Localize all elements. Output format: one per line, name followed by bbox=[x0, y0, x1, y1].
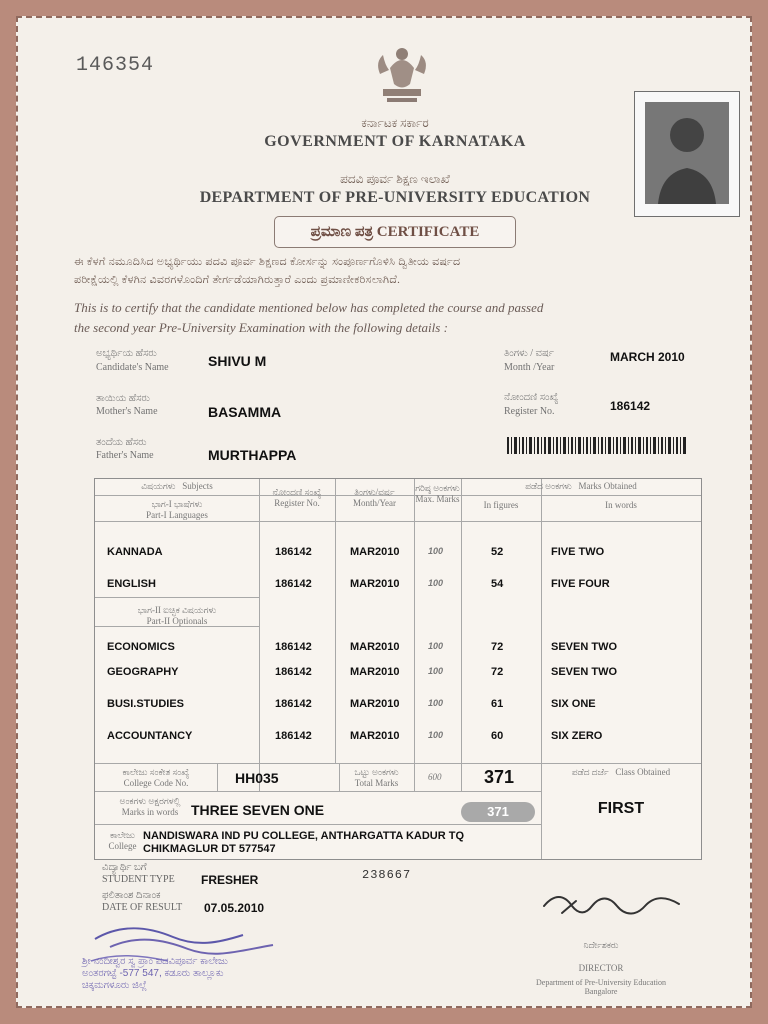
table-row bbox=[95, 666, 701, 688]
college-code-label: ಕಾಲೇಜು ಸಂಕೇತ ಸಂಖ್ಯೆ College Code No. bbox=[122, 767, 190, 788]
month-year-value: MARCH 2010 bbox=[610, 350, 685, 364]
month-year-cell: MAR2010 bbox=[350, 698, 400, 710]
max-marks-cell: 100 bbox=[428, 666, 444, 676]
mother-name: BASAMMA bbox=[208, 404, 282, 420]
marks-cell: 61 bbox=[491, 698, 504, 710]
college-line-1: NANDISWARA IND PU COLLEGE, ANTHARGATTA KADUR TQ bbox=[143, 830, 465, 842]
marks-words-cell: FIVE TWO bbox=[551, 546, 605, 558]
kannada-intro-line-2: ಪರೀಕ್ಷೆಯಲ್ಲಿ ಕೆಳಗಿನ ವಿವರಗಳೊಂದಿಗೆ ತೇರ್ಗಡೆಯಾಗಿರುತ್ತಾರೆ ಎಂದು ಪ್ರಮಾಣೀಕರಿಸಲಾಗಿದೆ. bbox=[74, 274, 401, 286]
director-subtitle: Department of Pre-University Education Bangalore bbox=[536, 978, 666, 996]
marks-cell: 52 bbox=[491, 546, 504, 558]
month-year-cell: MAR2010 bbox=[350, 666, 400, 678]
date-label: DATE OF RESULT bbox=[102, 902, 183, 913]
max-marks-cell: 100 bbox=[428, 578, 444, 588]
register-header: ನೋಂದಣಿ ಸಂಖ್ಯೆ Register No. bbox=[272, 487, 322, 508]
marks-in-words-header: In words bbox=[605, 500, 637, 510]
emblem-icon bbox=[367, 40, 437, 106]
marks-table bbox=[94, 478, 702, 860]
candidate-name: SHIVU M bbox=[208, 353, 267, 369]
student-type-label: STUDENT TYPE bbox=[102, 874, 175, 885]
certify-line-2: the second year Pre-University Examination with the following details : bbox=[74, 320, 448, 335]
marks-cell: 72 bbox=[491, 641, 504, 653]
class-obtained: FIRST bbox=[597, 800, 645, 817]
marks-obtained-header: ಪಡೆದ ಅಂಕಗಳು Marks Obtained bbox=[525, 481, 637, 491]
director-kannada: ನಿರ್ದೇಶಕರು bbox=[583, 940, 619, 950]
document-number: 238667 bbox=[362, 868, 412, 882]
father-label-kannada: ತಂದೆಯ ಹೆಸರು bbox=[96, 437, 147, 448]
subject-name: ENGLISH bbox=[107, 578, 156, 590]
result-date: 07.05.2010 bbox=[204, 901, 265, 915]
max-marks-cell: 100 bbox=[428, 730, 444, 740]
mother-label-kannada: ತಾಯಿಯ ಹೆಸರು bbox=[96, 393, 150, 404]
register-number-cell: 186142 bbox=[275, 546, 312, 558]
register-number-cell: 186142 bbox=[275, 698, 312, 710]
candidate-label: Candidate's Name bbox=[96, 362, 169, 373]
marks-in-words-label: ಅಂಕಗಳು ಅಕ್ಷರಗಳಲ್ಲಿ Marks in words bbox=[119, 796, 181, 817]
month-year-label-kannada: ತಿಂಗಳು / ವರ್ಷ bbox=[504, 348, 554, 359]
total-label: ಒಟ್ಟು ಅಂಕಗಳು Total Marks bbox=[354, 767, 399, 788]
register-number-cell: 186142 bbox=[275, 730, 312, 742]
seal-line-3: ಚಿಕ್ಕಮಗಳೂರು ಜಿಲ್ಲೆ bbox=[82, 980, 147, 991]
government-kannada: ಕರ್ನಾಟಕ ಸರ್ಕಾರ bbox=[361, 116, 429, 130]
marks-cell: 72 bbox=[491, 666, 504, 678]
max-marks-cell: 100 bbox=[428, 641, 444, 651]
register-number-cell: 186142 bbox=[275, 641, 312, 653]
register-label: Register No. bbox=[504, 406, 555, 417]
monthyear-header: ತಿಂಗಳು/ವರ್ಷ Month/Year bbox=[352, 487, 397, 508]
mother-label: Mother's Name bbox=[96, 406, 158, 417]
subject-name: ECONOMICS bbox=[107, 641, 175, 653]
table-row bbox=[95, 641, 701, 663]
register-number-cell: 186142 bbox=[275, 578, 312, 590]
month-year-label: Month /Year bbox=[504, 362, 555, 373]
college-code: HH035 bbox=[235, 770, 279, 786]
total-marks: 371 bbox=[484, 767, 515, 787]
marks-words-cell: SIX ONE bbox=[551, 698, 596, 710]
class-label: ಪಡೆದ ದರ್ಜೆ Class Obtained bbox=[571, 767, 671, 777]
marks-in-figures-header: In figures bbox=[483, 500, 519, 510]
max-marks-header: ಗರಿಷ್ಠ ಅಂಕಗಳು Max. Marks bbox=[415, 483, 460, 504]
month-year-cell: MAR2010 bbox=[350, 578, 400, 590]
table-row bbox=[95, 698, 701, 720]
marks-in-words: THREE SEVEN ONE bbox=[191, 802, 325, 818]
director-title: DIRECTOR bbox=[578, 963, 624, 973]
marks-cell: 54 bbox=[491, 578, 504, 590]
candidate-label-kannada: ಅಭ್ಯರ್ಥಿಯ ಹೆಸರು bbox=[96, 348, 157, 359]
part1-header: ಭಾಗ-I ಭಾಷೆಗಳು Part-I Languages bbox=[146, 499, 208, 520]
subjects-header: ವಿಷಯಗಳು Subjects bbox=[141, 481, 213, 491]
month-year-cell: MAR2010 bbox=[350, 546, 400, 558]
month-year-cell: MAR2010 bbox=[350, 730, 400, 742]
subject-name: BUSI.STUDIES bbox=[107, 698, 185, 710]
college-label: ಕಾಲೇಜು College bbox=[108, 830, 137, 851]
date-label-kannada: ಫಲಿತಾಂಶ ದಿನಾಂಕ bbox=[102, 890, 161, 901]
government-title: GOVERNMENT OF KARNATAKA bbox=[264, 133, 526, 150]
part2-label: ಭಾಗ-II ಐಚ್ಛಿಕ ವಿಷಯಗಳು Part-II Optionals bbox=[137, 605, 217, 626]
kannada-intro-line-1: ಈ ಕೆಳಗೆ ನಮೂದಿಸಿದ ಅಭ್ಯರ್ಥಿಯು ಪದವಿ ಪೂರ್ವ ಶಿಕ್ಷಣದ ಕೋರ್ಸನ್ನು ಸಂಪೂರ್ಣಗೊಳಿಸಿ ದ್ವಿತೀಯ ವರ್ಷದ bbox=[74, 256, 461, 268]
certify-line-1: This is to certify that the candidate mentioned below has completed the course and passed bbox=[74, 300, 544, 315]
table-row bbox=[95, 578, 701, 600]
certificate-title: ಪ್ರಮಾಣ ಪತ್ರ CERTIFICATE bbox=[274, 216, 516, 248]
college-line-2: CHIKMAGLUR DT 577547 bbox=[143, 843, 276, 855]
barcode-icon bbox=[507, 437, 687, 454]
subject-name: KANNADA bbox=[107, 546, 163, 558]
student-type: FRESHER bbox=[201, 873, 259, 887]
table-row bbox=[95, 546, 701, 568]
director-signature-icon bbox=[534, 884, 694, 924]
table-row bbox=[95, 730, 701, 752]
college-seal-text bbox=[82, 956, 228, 992]
marks-words-cell: SEVEN TWO bbox=[551, 641, 618, 653]
marks-words-cell: SEVEN TWO bbox=[551, 666, 618, 678]
serial-number: 146354 bbox=[76, 54, 155, 77]
subject-name: ACCOUNTANCY bbox=[107, 730, 193, 742]
certificate-content bbox=[34, 26, 756, 1016]
marks-stamp: 371 bbox=[461, 802, 535, 822]
total-max: 600 bbox=[428, 772, 442, 782]
month-year-cell: MAR2010 bbox=[350, 641, 400, 653]
father-label: Father's Name bbox=[96, 450, 154, 461]
register-number-cell: 186142 bbox=[275, 666, 312, 678]
student-type-label-kannada: ವಿದ್ಯಾರ್ಥಿ ಬಗೆ bbox=[102, 862, 147, 873]
subject-name: GEOGRAPHY bbox=[107, 666, 179, 678]
marks-words-cell: SIX ZERO bbox=[551, 730, 603, 742]
seal-line-1: ಶ್ರೀ ನಂದೀಶ್ವರ ಸ್ವ ಪ್ರಾಂ ಪದವಿಪೂರ್ವ ಕಾಲೇಜು bbox=[82, 956, 228, 967]
register-label-kannada: ನೋಂದಣಿ ಸಂಖ್ಯೆ bbox=[504, 392, 559, 403]
marks-words-cell: FIVE FOUR bbox=[551, 578, 610, 590]
marks-cell: 60 bbox=[491, 730, 504, 742]
father-name: MURTHAPPA bbox=[208, 447, 297, 463]
department-kannada: ಪದವಿ ಪೂರ್ವ ಶಿಕ್ಷಣ ಇಲಾಖೆ bbox=[340, 172, 450, 186]
max-marks-cell: 100 bbox=[428, 698, 444, 708]
max-marks-cell: 100 bbox=[428, 546, 444, 556]
department-title: DEPARTMENT OF PRE-UNIVERSITY EDUCATION bbox=[199, 189, 591, 206]
seal-line-2: ಅಂತರಗಟ್ಟೆ -577 547, ಕಡೂರು ತಾಲ್ಲೂಕು bbox=[82, 968, 224, 979]
register-number: 186142 bbox=[610, 399, 651, 413]
